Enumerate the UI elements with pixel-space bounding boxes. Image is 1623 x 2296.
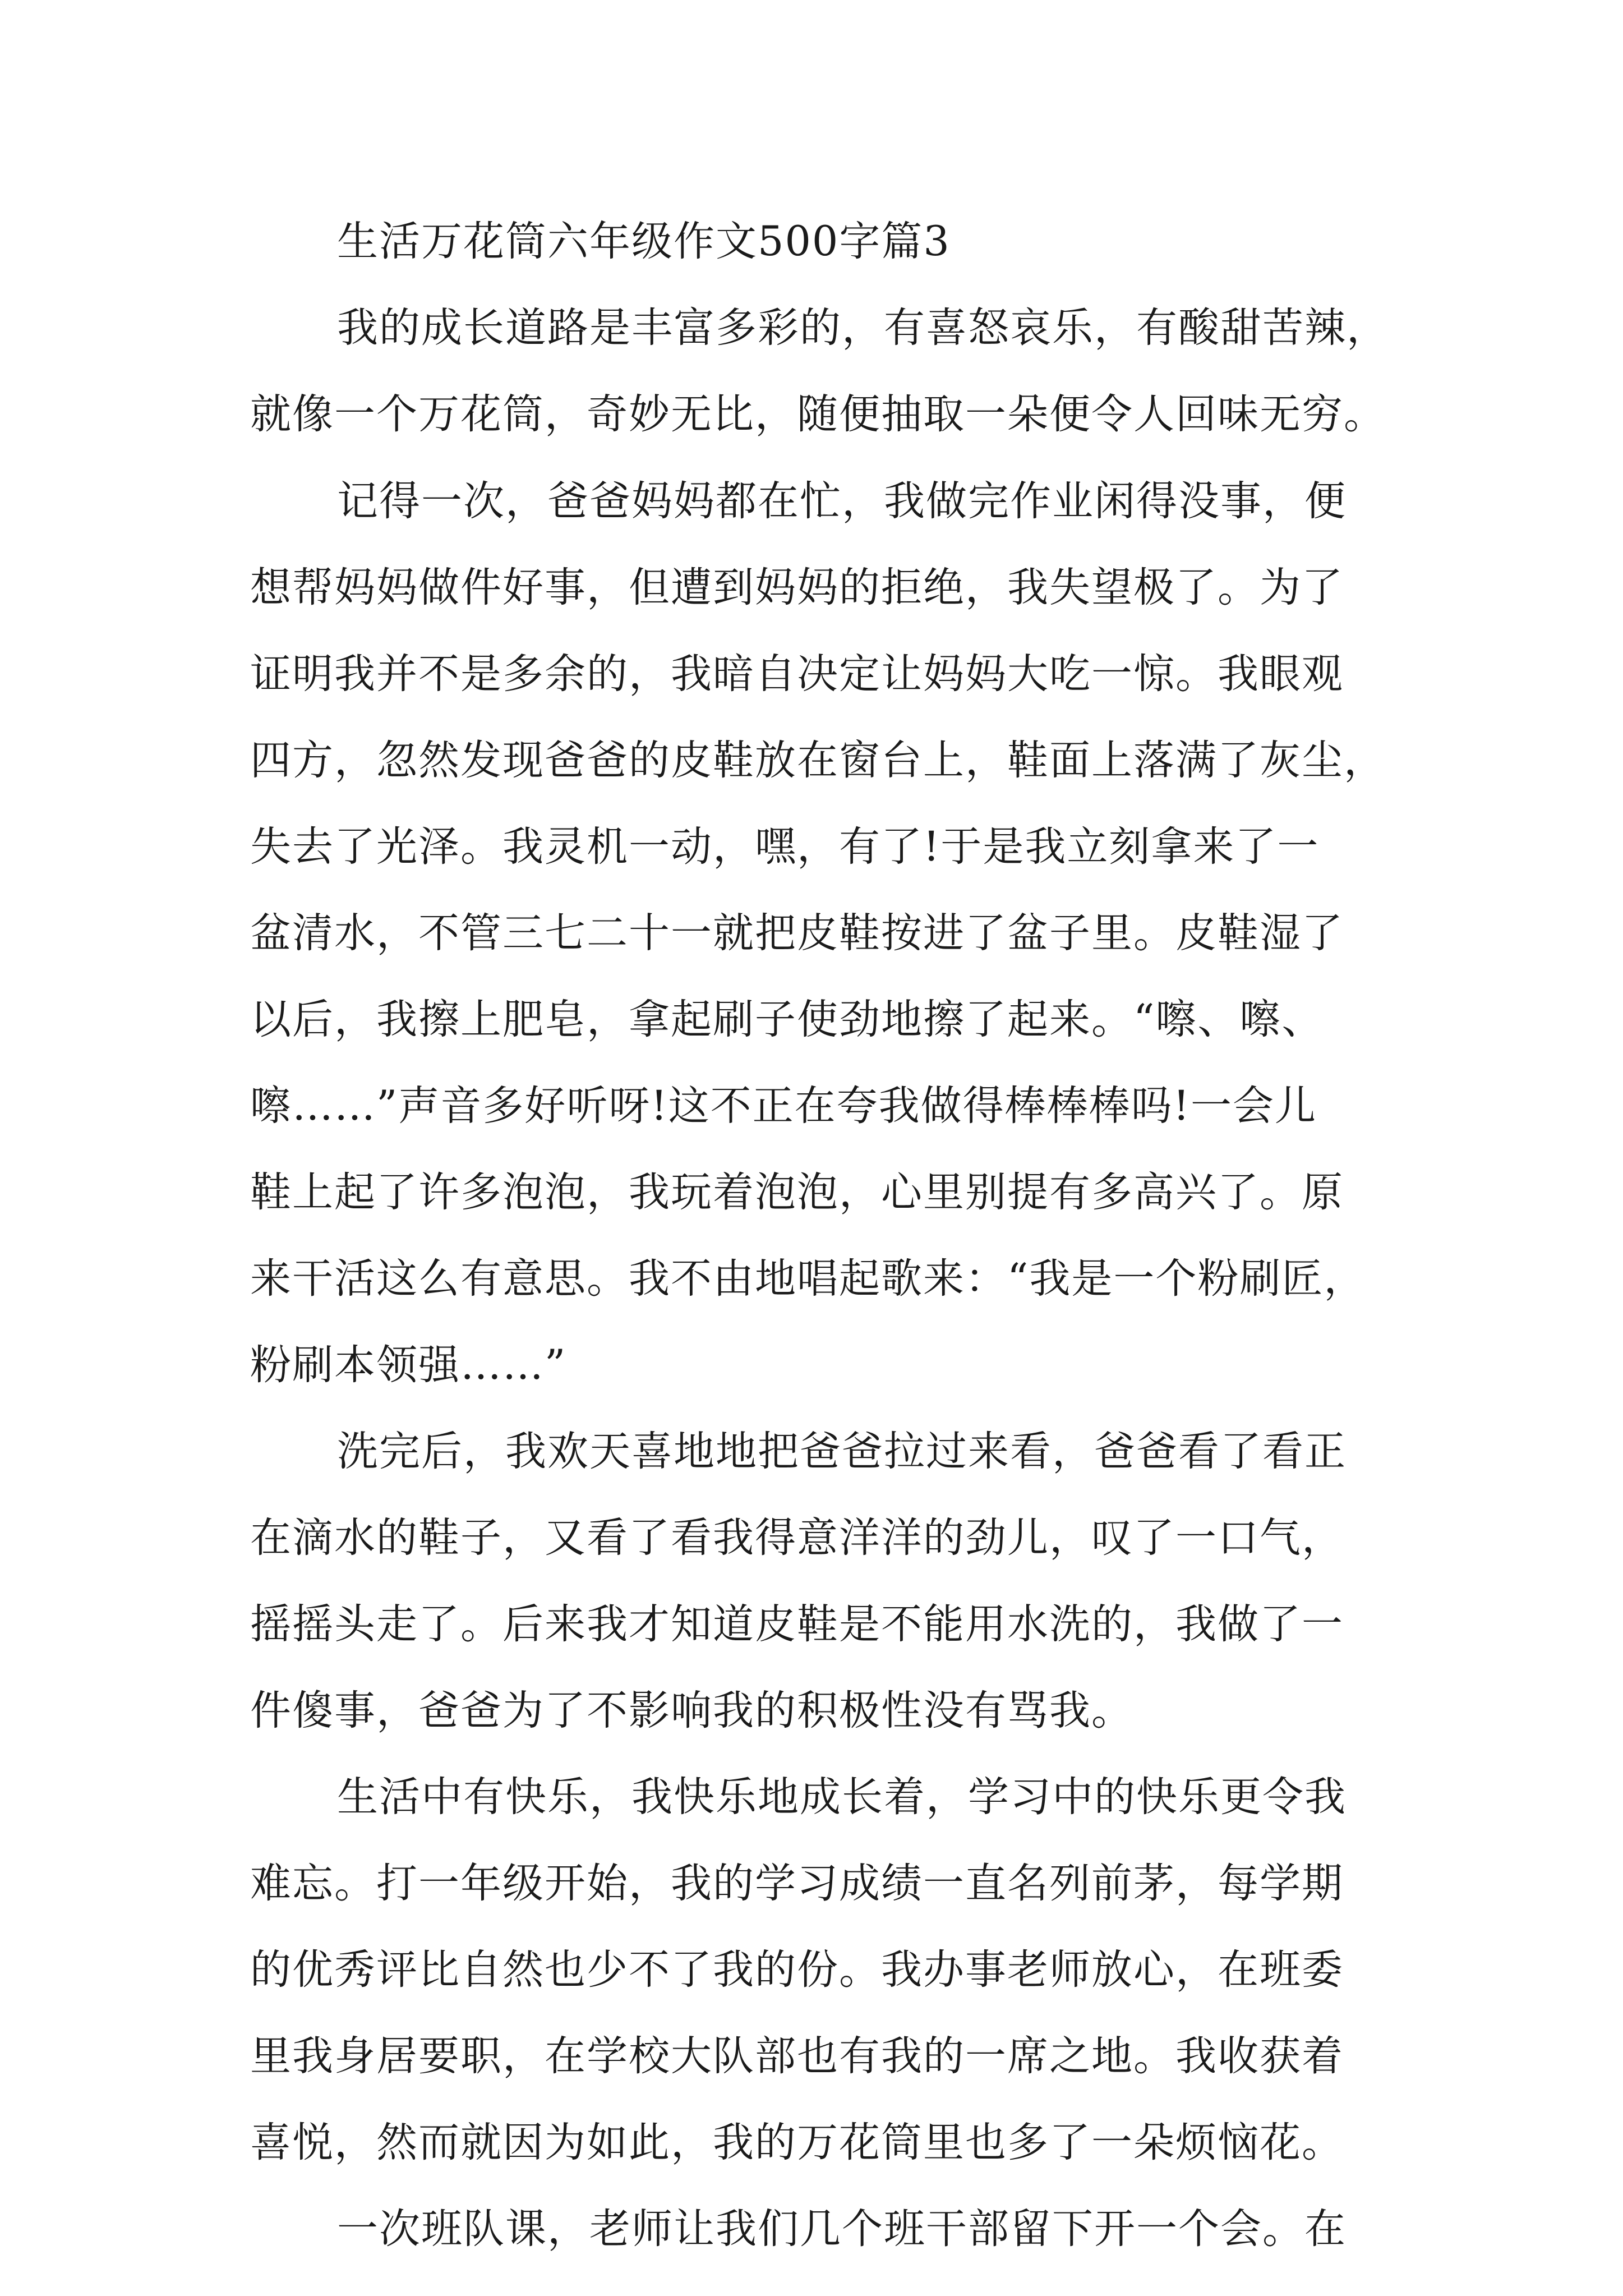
paragraph-2-line-5: 失去了光泽。我灵机一动，嘿，有了!于是我立刻拿来了一 xyxy=(250,823,1320,871)
document-title: 生活万花筒六年级作文500字篇3 xyxy=(337,218,951,265)
paragraph-2-line-7: 以后，我擦上肥皂，拿起刷子使劲地擦了起来。“嚓、嚓、 xyxy=(250,996,1324,1043)
paragraph-4-line-2: 难忘。打一年级开始，我的学习成绩一直名列前茅，每学期 xyxy=(250,1860,1344,1907)
paragraph-2-line-1: 记得一次，爸爸妈妈都在忙，我做完作业闲得没事，便 xyxy=(337,477,1347,525)
paragraph-4-line-1: 生活中有快乐，我快乐地成长着，学习中的快乐更令我 xyxy=(337,1773,1347,1821)
paragraph-4-line-3: 的优秀评比自然也少不了我的份。我办事老师放心，在班委 xyxy=(250,1946,1344,1994)
paragraph-1-line-2: 就像一个万花筒，奇妙无比，随便抽取一朵便令人回味无穷。 xyxy=(250,390,1386,438)
paragraph-2-line-8: 嚓……”声音多好听呀!这不正在夸我做得棒棒棒吗!一会儿 xyxy=(250,1082,1317,1130)
paragraph-2-line-2: 想帮妈妈做件好事，但遭到妈妈的拒绝，我失望极了。为了 xyxy=(250,564,1344,611)
paragraph-2-line-11: 粉刷本领强……” xyxy=(250,1341,567,1389)
paragraph-1-line-1: 我的成长道路是丰富多彩的，有喜怒哀乐，有酸甜苦辣， xyxy=(337,304,1389,352)
paragraph-2-line-4: 四方，忽然发现爸爸的皮鞋放在窗台上，鞋面上落满了灰尘， xyxy=(250,737,1386,784)
paragraph-2-line-3: 证明我并不是多余的，我暗自决定让妈妈大吃一惊。我眼观 xyxy=(250,650,1344,698)
paragraph-3-line-2: 在滴水的鞋子，又看了看我得意洋洋的劲儿，叹了一口气， xyxy=(250,1514,1344,1562)
paragraph-4-line-5: 喜悦，然而就因为如此，我的万花筒里也多了一朵烦恼花。 xyxy=(250,2119,1344,2166)
paragraph-2-line-9: 鞋上起了许多泡泡，我玩着泡泡，心里别提有多高兴了。原 xyxy=(250,1168,1344,1216)
paragraph-3-line-3: 摇摇头走了。后来我才知道皮鞋是不能用水洗的，我做了一 xyxy=(250,1600,1344,1648)
paragraph-3-line-1: 洗完后，我欢天喜地地把爸爸拉过来看，爸爸看了看正 xyxy=(337,1428,1347,1475)
paragraph-5-line-1: 一次班队课，老师让我们几个班干部留下开一个会。在 xyxy=(337,2205,1347,2253)
paragraph-2-line-10: 来干活这么有意思。我不由地唱起歌来：“我是一个粉刷匠， xyxy=(250,1255,1366,1303)
paragraph-3-line-4: 件傻事，爸爸为了不影响我的积极性没有骂我。 xyxy=(250,1687,1133,1734)
paragraph-2-line-6: 盆清水，不管三七二十一就把皮鞋按进了盆子里。皮鞋湿了 xyxy=(250,909,1344,957)
paragraph-4-line-4: 里我身居要职，在学校大队部也有我的一席之地。我收获着 xyxy=(250,2032,1344,2080)
